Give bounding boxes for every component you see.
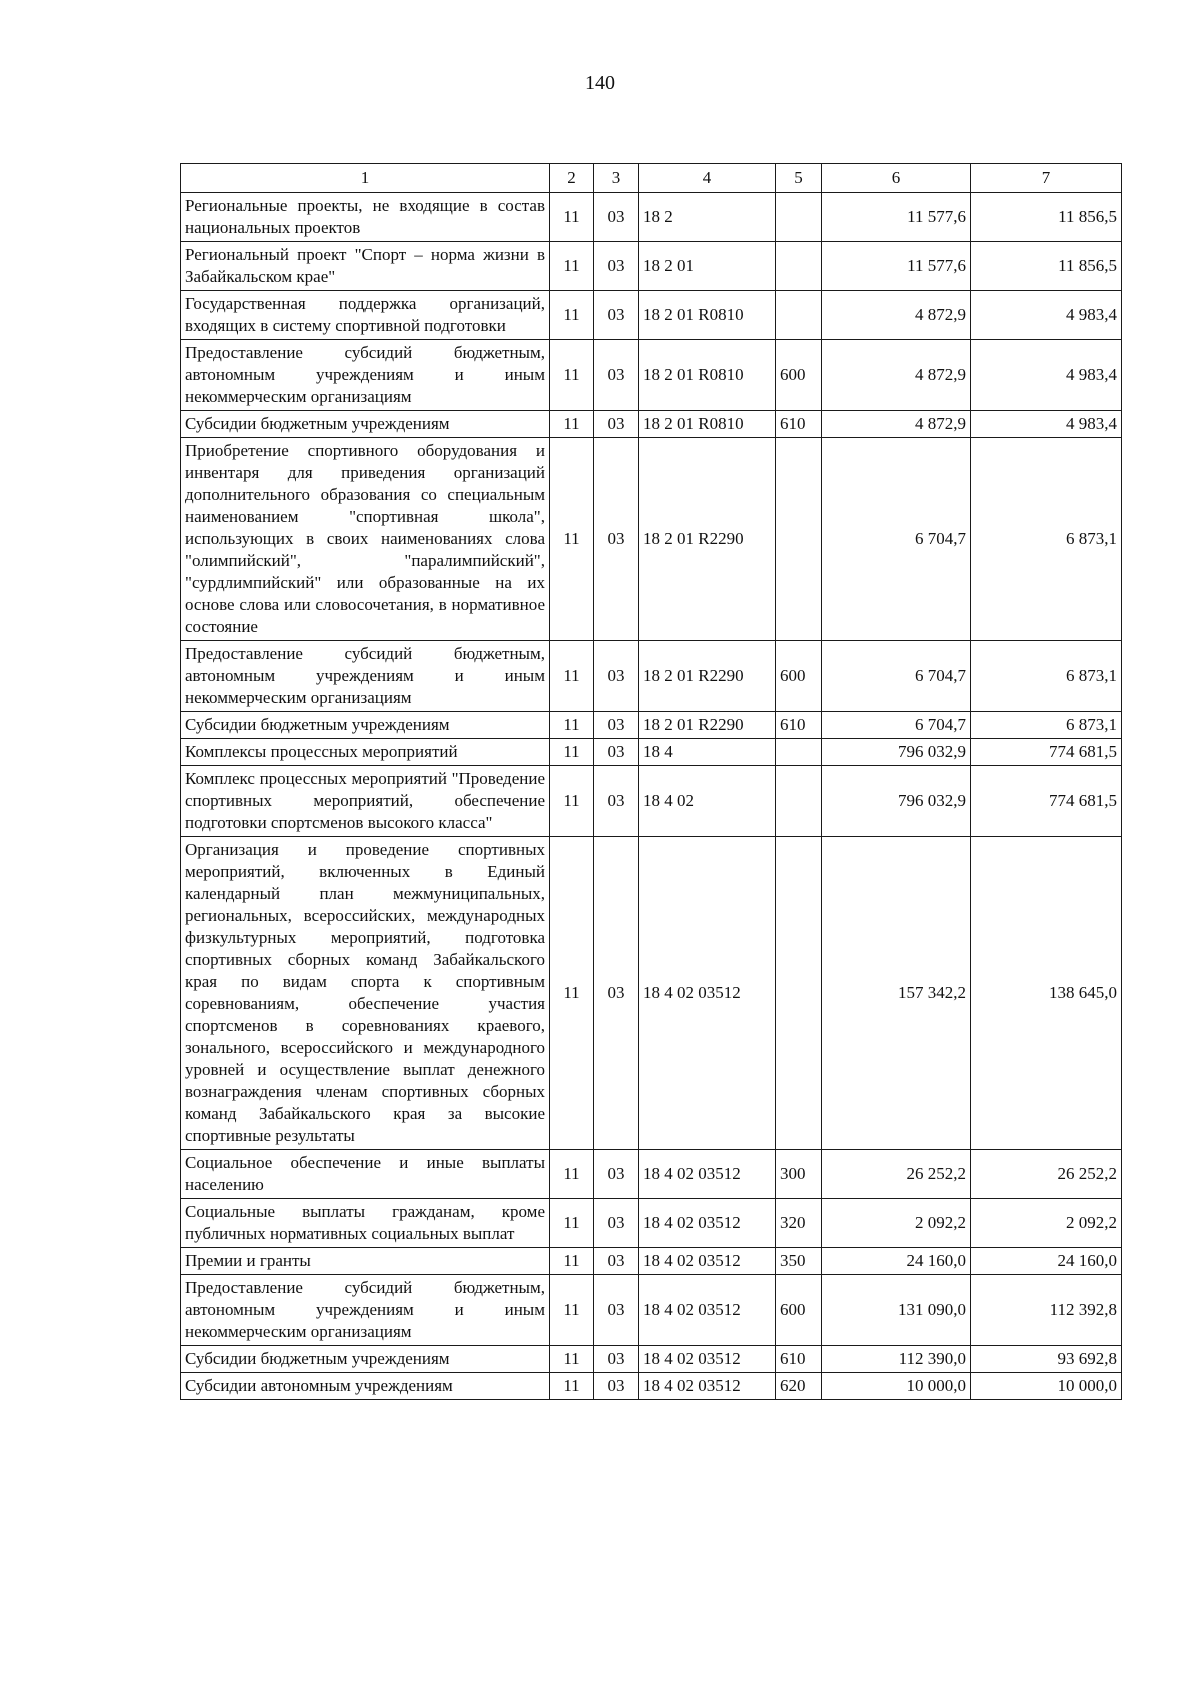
expense-type-cell: 600: [776, 340, 822, 411]
expense-type-cell: [776, 291, 822, 340]
target-article-cell: 18 4 02 03512: [639, 1199, 776, 1248]
expense-type-cell: [776, 739, 822, 766]
table-row: [181, 291, 1122, 340]
expense-type-cell: 610: [776, 712, 822, 739]
amount-col6-cell: 112 390,0: [822, 1346, 971, 1373]
amount-col6-cell: 4 872,9: [822, 291, 971, 340]
target-article-cell: 18 4 02 03512: [639, 1248, 776, 1275]
target-article-cell: 18 2 01: [639, 242, 776, 291]
amount-col7-cell: 774 681,5: [971, 739, 1122, 766]
amount-col6-cell: 26 252,2: [822, 1150, 971, 1199]
table-row: [181, 340, 1122, 411]
header-cell: 7: [971, 164, 1122, 193]
section-code-cell: 11: [550, 641, 594, 712]
table-row: [181, 1275, 1122, 1346]
subsection-code-cell: 03: [594, 837, 639, 1150]
table-row: [181, 739, 1122, 766]
header-cell: 1: [181, 164, 550, 193]
amount-col6-cell: 131 090,0: [822, 1275, 971, 1346]
subsection-code-cell: 03: [594, 1373, 639, 1400]
subsection-code-cell: 03: [594, 641, 639, 712]
table-row: [181, 411, 1122, 438]
amount-col7-cell: 6 873,1: [971, 641, 1122, 712]
item-name-cell: Субсидии бюджетным учреждениям: [181, 1346, 550, 1373]
budget-table: [180, 163, 1122, 1400]
subsection-code-cell: 03: [594, 340, 639, 411]
target-article-cell: 18 4 02 03512: [639, 1346, 776, 1373]
table-row: [181, 193, 1122, 242]
section-code-cell: 11: [550, 1199, 594, 1248]
table-row: [181, 1199, 1122, 1248]
item-name-cell: Комплекс процессных мероприятий "Проведение спортивных мероприятий, обеспечение подготовки спортсменов высокого класса": [181, 766, 550, 837]
amount-col7-cell: 138 645,0: [971, 837, 1122, 1150]
item-name-cell: Региональный проект "Спорт – норма жизни в Забайкальском крае": [181, 242, 550, 291]
subsection-code-cell: 03: [594, 712, 639, 739]
amount-col6-cell: 2 092,2: [822, 1199, 971, 1248]
expense-type-cell: [776, 766, 822, 837]
amount-col6-cell: 796 032,9: [822, 739, 971, 766]
expense-type-cell: 600: [776, 641, 822, 712]
section-code-cell: 11: [550, 1373, 594, 1400]
section-code-cell: 11: [550, 193, 594, 242]
subsection-code-cell: 03: [594, 1150, 639, 1199]
item-name-cell: Комплексы процессных мероприятий: [181, 739, 550, 766]
table-header-row: [181, 164, 1122, 193]
section-code-cell: 11: [550, 1248, 594, 1275]
expense-type-cell: [776, 837, 822, 1150]
item-name-cell: Организация и проведение спортивных мероприятий, включенных в Единый календарный план межмуниципальных, региональных, всероссийских, международных физкультурных мероприятий, подготовка спортивных сборных команд Забайкальского края по видам спорта к спортивным соревнованиям, обеспечение участия спортсменов в соревнованиях краевого, зонального, всероссийского и международного уровней и осуществление выплат денежного вознаграждения членам спортивных сборных команд Забайкальского края за высокие спортивные результаты: [181, 837, 550, 1150]
table-row: [181, 837, 1122, 1150]
expense-type-cell: 600: [776, 1275, 822, 1346]
section-code-cell: 11: [550, 1275, 594, 1346]
subsection-code-cell: 03: [594, 1248, 639, 1275]
amount-col7-cell: 6 873,1: [971, 438, 1122, 641]
section-code-cell: 11: [550, 739, 594, 766]
item-name-cell: Социальное обеспечение и иные выплаты населению: [181, 1150, 550, 1199]
amount-col7-cell: 4 983,4: [971, 411, 1122, 438]
table-row: [181, 438, 1122, 641]
amount-col7-cell: 11 856,5: [971, 193, 1122, 242]
amount-col7-cell: 11 856,5: [971, 242, 1122, 291]
item-name-cell: Региональные проекты, не входящие в состав национальных проектов: [181, 193, 550, 242]
item-name-cell: Субсидии бюджетным учреждениям: [181, 712, 550, 739]
header-cell: 4: [639, 164, 776, 193]
amount-col7-cell: 26 252,2: [971, 1150, 1122, 1199]
amount-col6-cell: 4 872,9: [822, 340, 971, 411]
target-article-cell: 18 2 01 R2290: [639, 712, 776, 739]
amount-col6-cell: 157 342,2: [822, 837, 971, 1150]
section-code-cell: 11: [550, 766, 594, 837]
expense-type-cell: 610: [776, 411, 822, 438]
subsection-code-cell: 03: [594, 1275, 639, 1346]
item-name-cell: Предоставление субсидий бюджетным, автономным учреждениям и иным некоммерческим организациям: [181, 1275, 550, 1346]
section-code-cell: 11: [550, 242, 594, 291]
target-article-cell: 18 4 02 03512: [639, 1150, 776, 1199]
amount-col6-cell: 11 577,6: [822, 242, 971, 291]
subsection-code-cell: 03: [594, 766, 639, 837]
item-name-cell: Субсидии бюджетным учреждениям: [181, 411, 550, 438]
section-code-cell: 11: [550, 411, 594, 438]
amount-col6-cell: 796 032,9: [822, 766, 971, 837]
section-code-cell: 11: [550, 712, 594, 739]
target-article-cell: 18 2 01 R0810: [639, 411, 776, 438]
header-cell: 3: [594, 164, 639, 193]
table-row: [181, 1248, 1122, 1275]
expense-type-cell: 350: [776, 1248, 822, 1275]
expense-type-cell: 620: [776, 1373, 822, 1400]
table-row: [181, 1150, 1122, 1199]
target-article-cell: 18 2 01 R0810: [639, 291, 776, 340]
subsection-code-cell: 03: [594, 1346, 639, 1373]
target-article-cell: 18 2 01 R2290: [639, 438, 776, 641]
table-row: [181, 242, 1122, 291]
subsection-code-cell: 03: [594, 739, 639, 766]
amount-col6-cell: 6 704,7: [822, 712, 971, 739]
section-code-cell: 11: [550, 837, 594, 1150]
expense-type-cell: [776, 193, 822, 242]
target-article-cell: 18 2 01 R2290: [639, 641, 776, 712]
amount-col7-cell: 93 692,8: [971, 1346, 1122, 1373]
amount-col7-cell: 2 092,2: [971, 1199, 1122, 1248]
expense-type-cell: 300: [776, 1150, 822, 1199]
section-code-cell: 11: [550, 340, 594, 411]
table-row: [181, 1346, 1122, 1373]
amount-col6-cell: 6 704,7: [822, 438, 971, 641]
item-name-cell: Предоставление субсидий бюджетным, автономным учреждениям и иным некоммерческим организациям: [181, 340, 550, 411]
target-article-cell: 18 4: [639, 739, 776, 766]
item-name-cell: Субсидии автономным учреждениям: [181, 1373, 550, 1400]
target-article-cell: 18 4 02 03512: [639, 837, 776, 1150]
subsection-code-cell: 03: [594, 242, 639, 291]
target-article-cell: 18 2 01 R0810: [639, 340, 776, 411]
page-number: 140: [585, 72, 615, 94]
table-row: [181, 712, 1122, 739]
header-cell: 5: [776, 164, 822, 193]
header-cell: 6: [822, 164, 971, 193]
amount-col7-cell: 112 392,8: [971, 1275, 1122, 1346]
subsection-code-cell: 03: [594, 193, 639, 242]
item-name-cell: Социальные выплаты гражданам, кроме публичных нормативных социальных выплат: [181, 1199, 550, 1248]
amount-col6-cell: 6 704,7: [822, 641, 971, 712]
amount-col6-cell: 11 577,6: [822, 193, 971, 242]
table-row: [181, 641, 1122, 712]
target-article-cell: 18 4 02 03512: [639, 1373, 776, 1400]
subsection-code-cell: 03: [594, 438, 639, 641]
target-article-cell: 18 4 02 03512: [639, 1275, 776, 1346]
expense-type-cell: 320: [776, 1199, 822, 1248]
subsection-code-cell: 03: [594, 291, 639, 340]
item-name-cell: Государственная поддержка организаций, входящих в систему спортивной подготовки: [181, 291, 550, 340]
section-code-cell: 11: [550, 1150, 594, 1199]
item-name-cell: Приобретение спортивного оборудования и инвентаря для приведения организаций дополнительного образования со специальным наименованием "спортивная школа", использующих в своих наименованиях слова "олимпийский", "паралимпийский", "сурдлимпийский" или образованные на их основе слова или словосочетания, в нормативное состояние: [181, 438, 550, 641]
amount-col6-cell: 4 872,9: [822, 411, 971, 438]
amount-col7-cell: 774 681,5: [971, 766, 1122, 837]
item-name-cell: Предоставление субсидий бюджетным, автономным учреждениям и иным некоммерческим организациям: [181, 641, 550, 712]
amount-col7-cell: 6 873,1: [971, 712, 1122, 739]
amount-col7-cell: 4 983,4: [971, 291, 1122, 340]
amount-col6-cell: 10 000,0: [822, 1373, 971, 1400]
subsection-code-cell: 03: [594, 1199, 639, 1248]
table-body: [181, 164, 1122, 1400]
amount-col6-cell: 24 160,0: [822, 1248, 971, 1275]
section-code-cell: 11: [550, 291, 594, 340]
expense-type-cell: 610: [776, 1346, 822, 1373]
expense-type-cell: [776, 438, 822, 641]
amount-col7-cell: 10 000,0: [971, 1373, 1122, 1400]
target-article-cell: 18 4 02: [639, 766, 776, 837]
table-row: [181, 1373, 1122, 1400]
subsection-code-cell: 03: [594, 411, 639, 438]
section-code-cell: 11: [550, 438, 594, 641]
amount-col7-cell: 4 983,4: [971, 340, 1122, 411]
table-row: [181, 766, 1122, 837]
amount-col7-cell: 24 160,0: [971, 1248, 1122, 1275]
expense-type-cell: [776, 242, 822, 291]
section-code-cell: 11: [550, 1346, 594, 1373]
item-name-cell: Премии и гранты: [181, 1248, 550, 1275]
header-cell: 2: [550, 164, 594, 193]
target-article-cell: 18 2: [639, 193, 776, 242]
